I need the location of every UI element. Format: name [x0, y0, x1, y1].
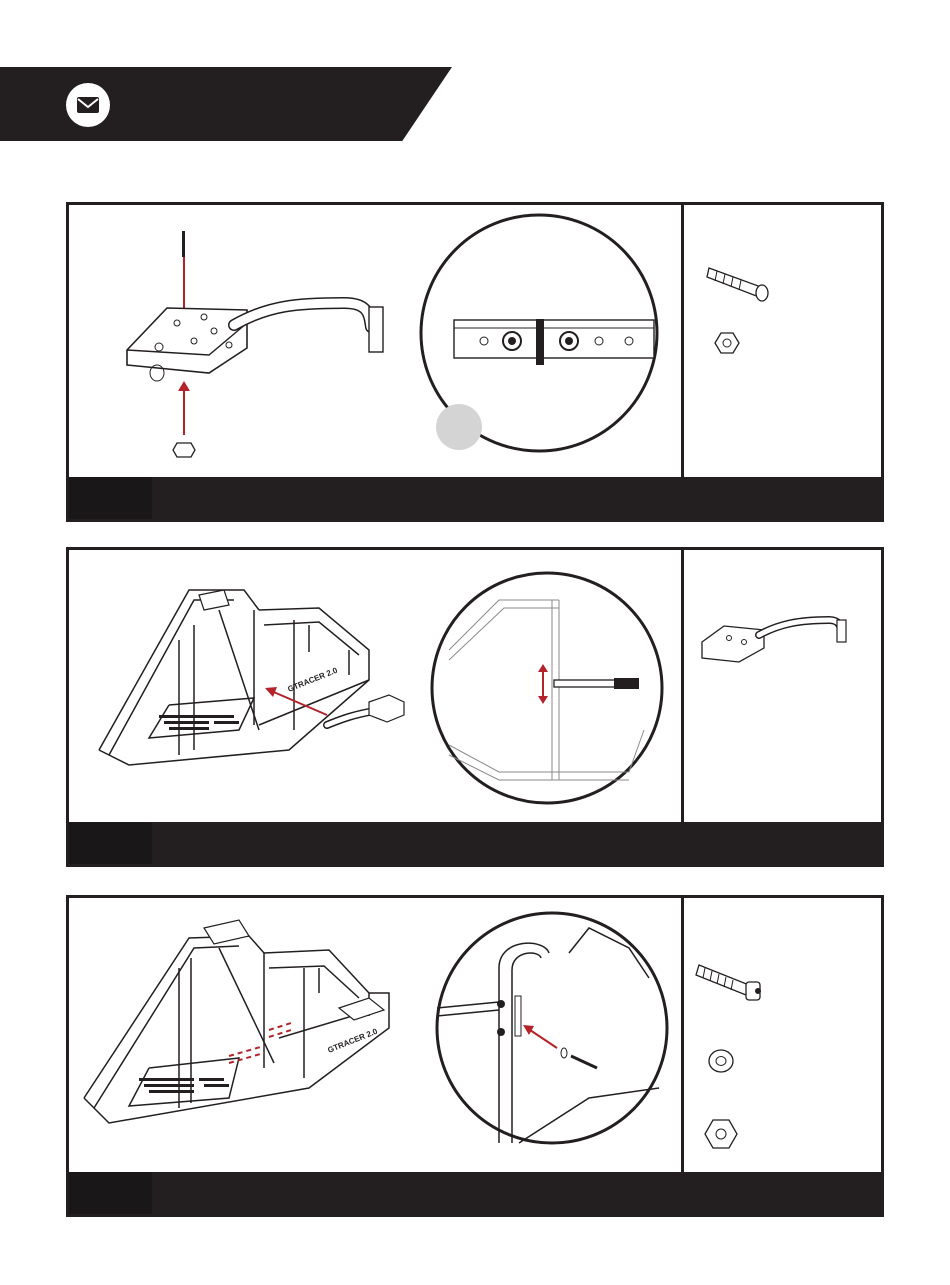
- detail-badge: [436, 404, 482, 450]
- step-panel-1: [66, 202, 884, 522]
- frame-logo: GTRACER 2.0: [326, 1026, 379, 1055]
- step-2-number: [69, 822, 152, 864]
- step-1-illustration: [69, 205, 881, 477]
- bolt-icon: [707, 268, 768, 301]
- long-bolt-icon: [696, 965, 761, 1000]
- step-3-footer: [69, 1172, 881, 1214]
- step-2-illustration: [69, 550, 881, 822]
- step-1-footer: [69, 477, 881, 519]
- step-3-number: [69, 1172, 152, 1214]
- parts-divider: [681, 205, 684, 477]
- flange-nut-icon: [715, 333, 739, 353]
- step-3-illustration: [69, 898, 881, 1172]
- step-1-number: [69, 477, 152, 519]
- flange-nut-icon: [705, 1120, 737, 1148]
- frame-logo: GTRACER 2.0: [286, 665, 339, 694]
- step-2-footer: [69, 822, 881, 864]
- washer-icon: [709, 1050, 733, 1072]
- parts-divider: [681, 550, 684, 822]
- parts-divider: [681, 898, 684, 1172]
- envelope-icon[interactable]: [66, 83, 110, 127]
- pedal-plate-mount-icon: [702, 620, 846, 662]
- step-panel-3: [66, 895, 884, 1217]
- step-panel-2: [66, 547, 884, 867]
